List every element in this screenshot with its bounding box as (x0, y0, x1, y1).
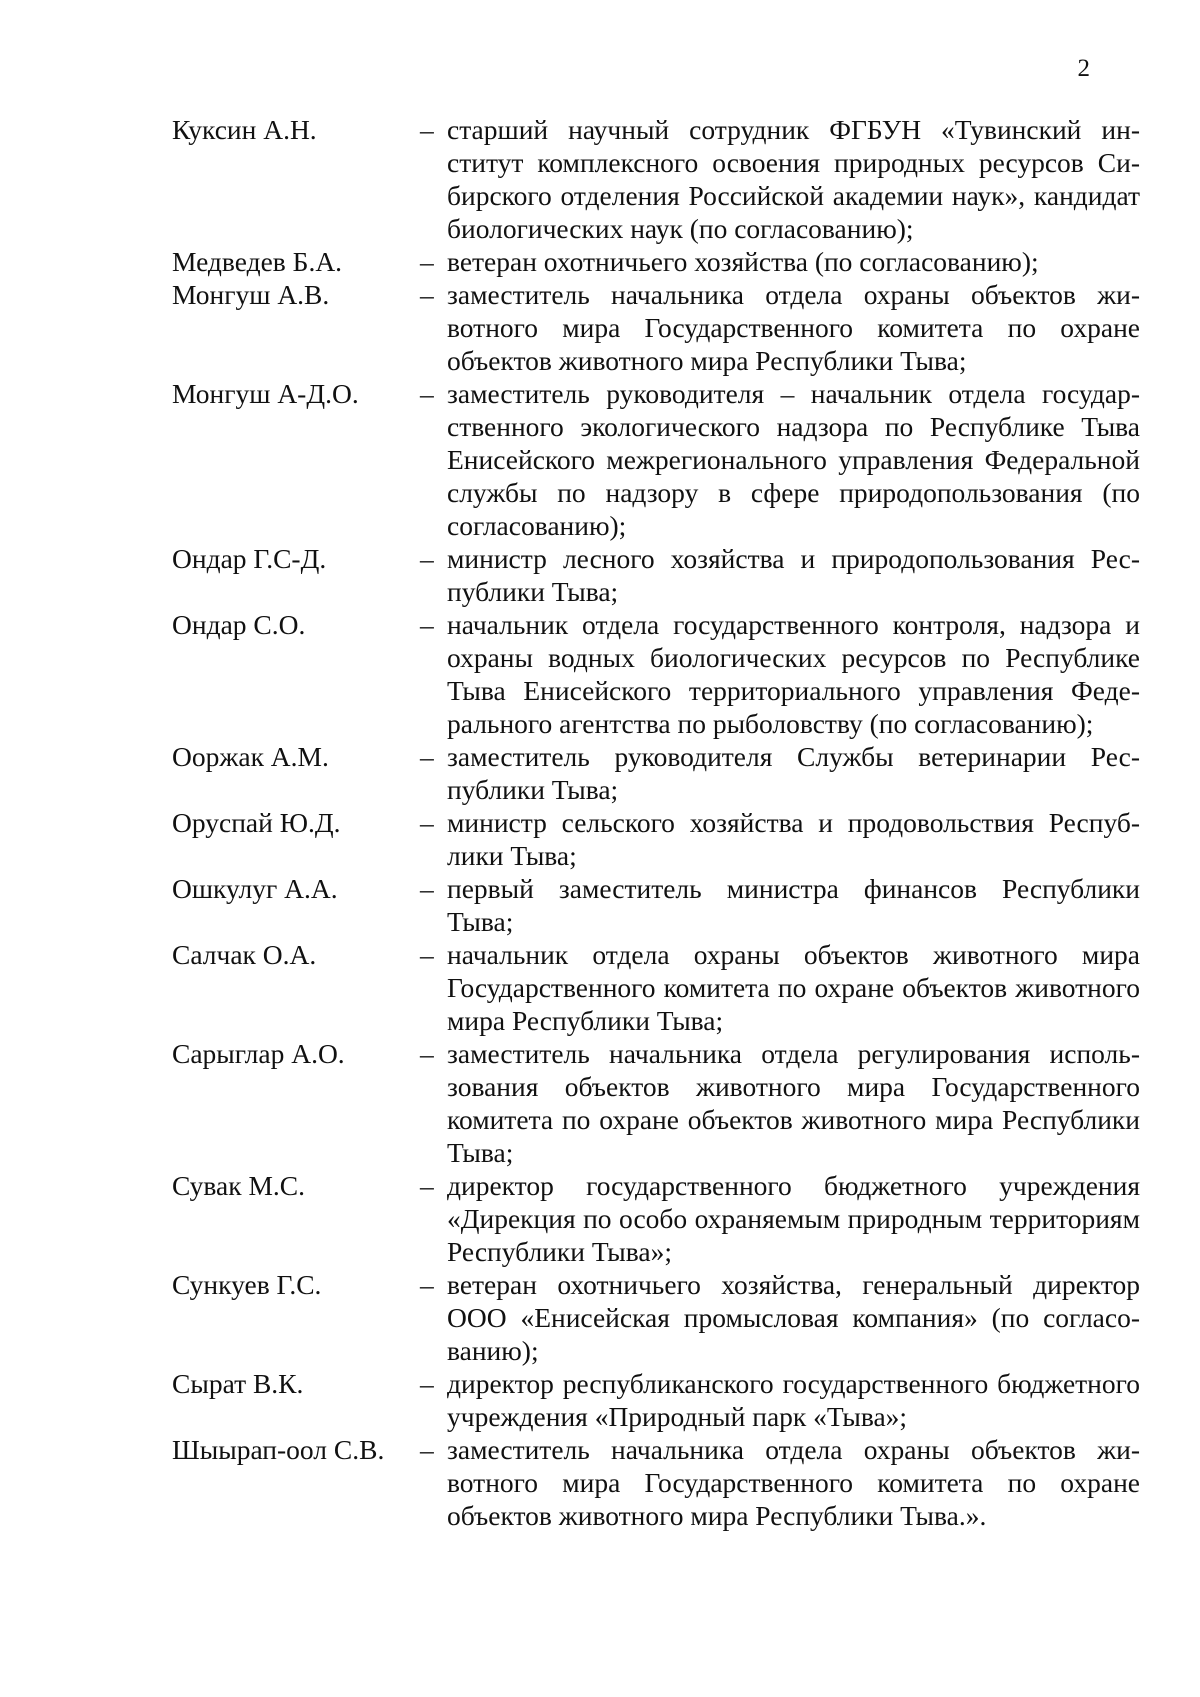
member-entry (172, 938, 1140, 1037)
member-entry (172, 1037, 1140, 1169)
dash-separator: – (420, 609, 434, 640)
dash-separator: – (420, 741, 434, 772)
member-name: Монгуш А.В. (172, 279, 330, 310)
member-entry (172, 113, 1140, 245)
member-name: Монгуш А-Д.О. (172, 378, 359, 409)
dash-separator: – (420, 939, 434, 970)
dash-separator: – (420, 378, 434, 409)
member-role: директор государственного бюджетного учреждения «Дирекция по особо охраняемым природным территориям Республики Тыва»; (447, 1170, 1140, 1267)
member-role: директор республиканского государственного бюджетного учреждения «Природный парк «Тыва»; (447, 1368, 1140, 1432)
member-name: Сувак М.С. (172, 1170, 306, 1201)
member-entry (172, 806, 1140, 872)
dash-separator: – (420, 246, 434, 277)
member-entry (172, 740, 1140, 806)
member-role: заместитель начальника отдела регулирования использования объектов животного мира Государственного комитета по охране объектов животного мира Республики Тыва; (447, 1038, 1140, 1168)
commission-members-list (172, 113, 1140, 1532)
member-role: заместитель начальника отдела охраны объектов животного мира Государственного комитета по охране объектов животного мира Республики Тыва.». (447, 1434, 1140, 1531)
member-name: Ондар С.О. (172, 609, 306, 640)
member-entry (172, 608, 1140, 740)
member-entry (172, 1367, 1140, 1433)
member-name: Оруспай Ю.Д. (172, 807, 341, 838)
member-entry (172, 542, 1140, 608)
member-role: заместитель руководителя Службы ветеринарии Республики Тыва; (447, 741, 1140, 805)
member-entry (172, 872, 1140, 938)
member-role: министр лесного хозяйства и природопользования Республики Тыва; (447, 543, 1140, 607)
member-name: Ондар Г.С-Д. (172, 543, 327, 574)
dash-separator: – (420, 279, 434, 310)
member-entry (172, 1268, 1140, 1367)
member-entry (172, 1169, 1140, 1268)
dash-separator: – (420, 114, 434, 145)
member-name: Медведев Б.А. (172, 246, 343, 277)
member-entry (172, 278, 1140, 377)
dash-separator: – (420, 1038, 434, 1069)
member-entry (172, 1433, 1140, 1532)
member-entry (172, 377, 1140, 542)
dash-separator: – (420, 807, 434, 838)
dash-separator: – (420, 1170, 434, 1201)
member-role: первый заместитель министра финансов Республики Тыва; (447, 873, 1140, 937)
member-entry (172, 245, 1140, 278)
member-name: Сарыглар А.О. (172, 1038, 345, 1069)
member-role: ветеран охотничьего хозяйства, генеральный директор ООО «Енисейская промысловая компания» (по согласованию); (447, 1269, 1140, 1366)
member-role: начальник отдела охраны объектов животного мира Государственного комитета по охране объектов животного мира Республики Тыва; (447, 939, 1140, 1036)
dash-separator: – (420, 543, 434, 574)
member-role: заместитель начальника отдела охраны объектов животного мира Государственного комитета по охране объектов животного мира Республики Тыва; (447, 279, 1140, 376)
dash-separator: – (420, 1269, 434, 1300)
member-name: Куксин А.Н. (172, 114, 317, 145)
member-role: ветеран охотничьего хозяйства (по согласованию); (447, 246, 1039, 277)
dash-separator: – (420, 1434, 434, 1465)
member-name: Сырат В.К. (172, 1368, 304, 1399)
page-number: 2 (1077, 55, 1090, 82)
dash-separator: – (420, 873, 434, 904)
member-role: старший научный сотрудник ФГБУН «Тувинский институт комплексного освоения природных ресурсов Сибирского отделения Российской академии наук», кандидат биологических наук (по согласованию); (447, 114, 1140, 244)
member-name: Ошкулуг А.А. (172, 873, 338, 904)
dash-separator: – (420, 1368, 434, 1399)
member-name: Салчак О.А. (172, 939, 317, 970)
member-role: министр сельского хозяйства и продовольствия Республики Тыва; (447, 807, 1140, 871)
member-name: Ооржак А.М. (172, 741, 329, 772)
member-name: Шыырап-оол С.В. (172, 1434, 385, 1465)
member-role: начальник отдела государственного контроля, надзора и охраны водных биологических ресурсов по Республике Тыва Енисейского территориального управления Федерального агентства по рыболовству (по согласованию); (447, 609, 1140, 739)
member-name: Сункуев Г.С. (172, 1269, 322, 1300)
member-role: заместитель руководителя – начальник отдела государственного экологического надзора по Республике Тыва Енисейского межрегионального управления Федеральной службы по надзору в сфере природопользования (по согласованию); (447, 378, 1140, 541)
